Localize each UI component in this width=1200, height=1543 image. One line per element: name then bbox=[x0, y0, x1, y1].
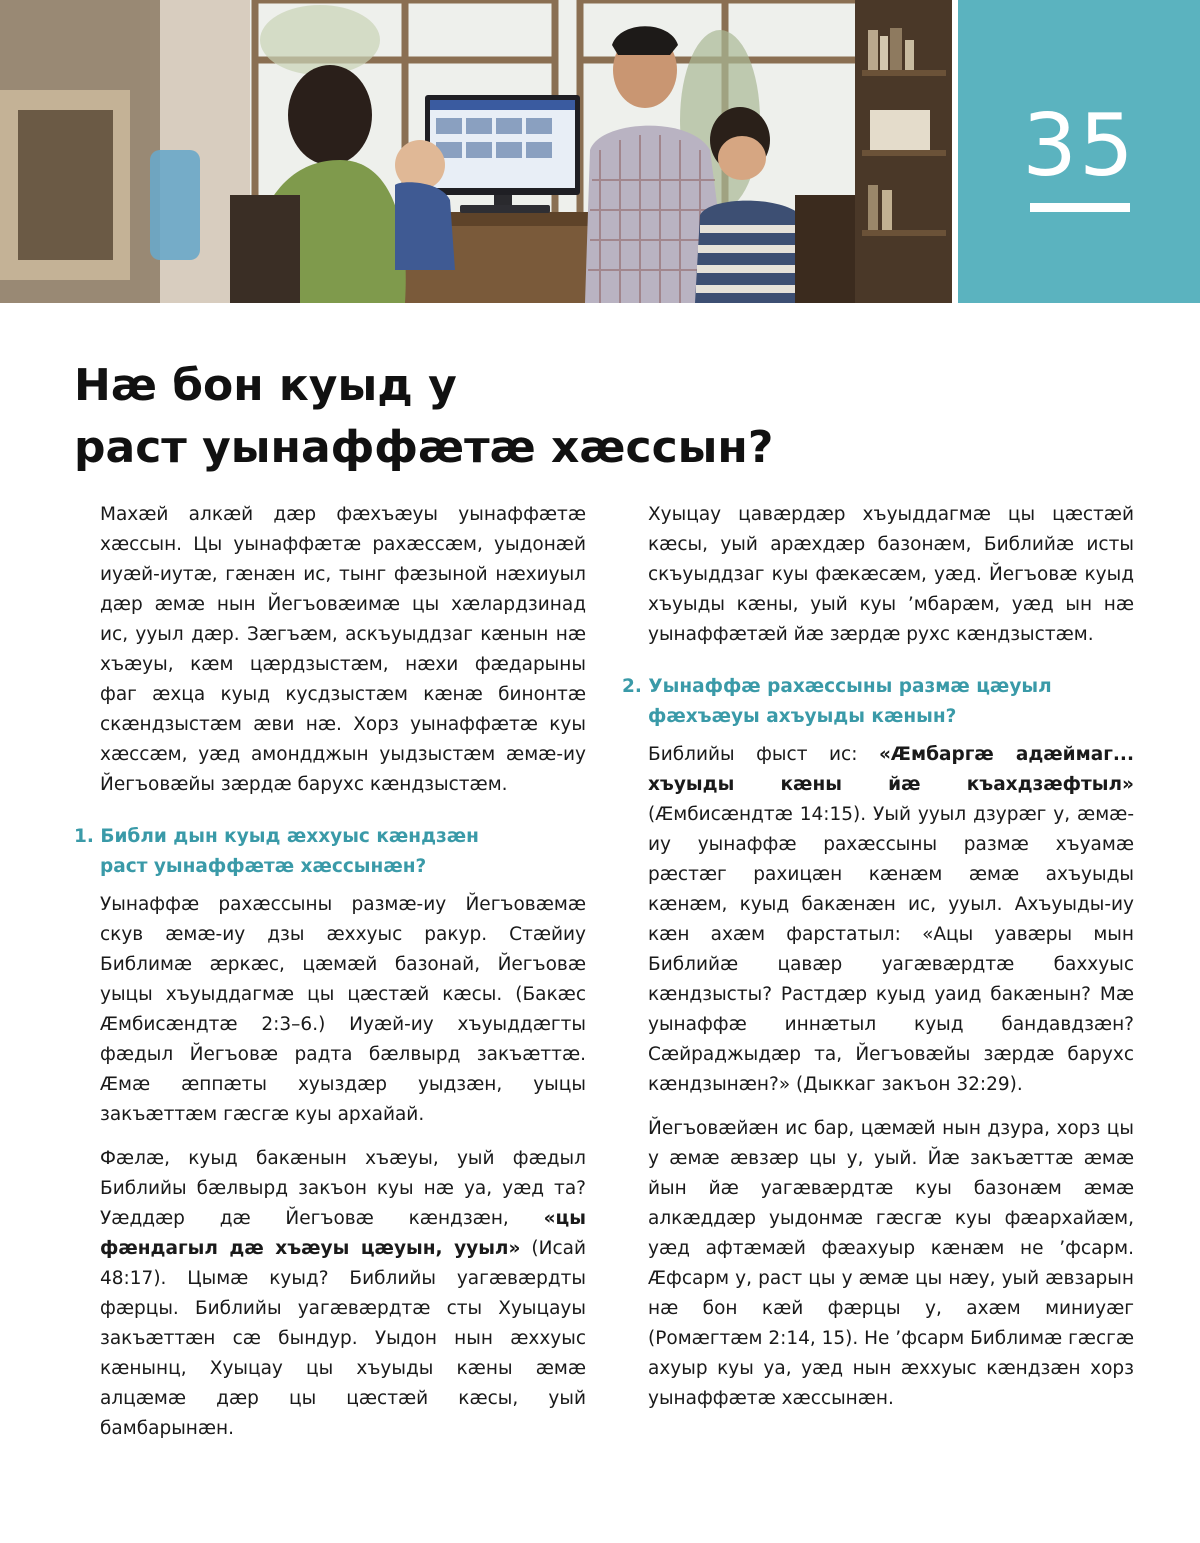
question-2-heading-line-1: 2. Уынаффæ рахæссыны размæ цæуыл bbox=[622, 676, 1052, 697]
question-1-paragraph-1: Уынаффæ рахæссыны размæ-иу Йегъовæмæ скув æмæ-иу дзы æххуыс ракур. Стæйиу Библимæ æркæс, цæмæй базонай, Йегъовæ уыцы хъуыддагмæ цы цæстæй кæсы. (Бакæс Æмбисæндтæ 2:3–6.) Иуæй-иу хъуыддæгты фæдыл Йегъовæ радта бæлвырд закъæттæ. Æмæ æппæты хуыздæр уыдзæн, уыцы закъæттæм гæсгæ куы архайай. bbox=[100, 894, 586, 1125]
q1-p2-text-after: (Исай 48:17). Цымæ куыд? Библийы уагæвæрдты фæрцы. Библийы уагæвæрдтæ сты Хуыцауы закъæттæн сæ бындур. Уыдон нын æххуыс кæнынц, Хуыцау цы хъуыды кæны æмæ алцæмæ дæр цы цæстæй кæсы, уый бамбарынæн. bbox=[100, 1238, 587, 1439]
intro-paragraph: Махæй алкæй дæр фæхъæуы уынаффæтæ хæссын. Цы уынаффæтæ рахæссæм, уыдонæй иуæй-иутæ, гæнæн ис, тынг фæзыной нæхиуыл дæр æмæ нын Йегъовæимæ цы хæлардзинад ис, ууыл дæр. Зæгъæм, аскъуыддзаг кæнын нæ хъæуы, кæм цæрдзыстæм, нæхи фæдарыны фаг æхца куыд кусдзыстæм кæнæ бинонтæ скæндзыстæм æви нæ. Хорз уынаффæтæ куы хæссæм, уæд амондджын уыдзыстæм æмæ-иу Йегъовæйы зæрдæ барухс кæндзыстæм. bbox=[100, 504, 586, 795]
question-2-heading-line-2: фæхъæуы ахъуыды кæнын? bbox=[648, 706, 957, 727]
lesson-number-underline bbox=[1030, 203, 1130, 212]
question-2-heading bbox=[622, 672, 1134, 732]
question-1-heading bbox=[74, 822, 586, 882]
header-photo bbox=[0, 0, 952, 303]
question-1-heading-line-1: 1. Библи дын куыд æххуыс кæндзæн bbox=[74, 826, 479, 847]
q2-p1-text-before: Библийы фыст ис: bbox=[648, 744, 879, 765]
question-2-paragraph-1 bbox=[648, 740, 1134, 1100]
lesson-number: 35 bbox=[1022, 96, 1136, 196]
question-1-paragraph-2 bbox=[100, 1144, 586, 1444]
q1-p2-text-before: Фæлæ, куыд бакæнын хъæуы, уый фæдыл Библийы бæлвырд закъон куы нæ уа, уæд та? Уæддæр дæ Йегъовæ кæндзæн, bbox=[100, 1148, 586, 1229]
title-line-1: Нæ бон куыд у bbox=[74, 360, 457, 411]
title-line-2: раст уынаффæтæ хæссын? bbox=[74, 422, 774, 473]
q2-p1-text-after: (Æмбисæндтæ 14:15). Уый ууыл дзурæг у, æмæ-иу уынаффæ рахæссыны размæ хъуамæ рæстæг рахицæн кæнæм æмæ ахъуыды кæнæм, куыд бакæнæн ис, ууыл. Ахъуыды-иу кæн ахæм фарстатыл: «Ацы уавæры мын Библийæ цавæр уагæвæрдтæ баххуыс кæндзысты? Растдæр куыд уаид бакæнын? Мæ уынаффæ иннæтыл куыд бандавдзæн? Сæйраджыдæр та, Йегъовæйы зæрдæ барухс кæндзынæн?» (Дыккаг закъон 32:29). bbox=[648, 804, 1134, 1095]
right-column-intro-paragraph: Хуыцау цавæрдæр хъуыддагмæ цы цæстæй кæсы, уый арæхдæр базонæм, Библийæ исты скъуыддзаг куы фæкæсæм, уæд. Йегъовæ куыд хъуыды кæны, уый куы ’мбарæм, уæд ын нæ уынаффæтæй йæ зæрдæ рухс кæндзыстæм. bbox=[648, 504, 1134, 645]
left-column bbox=[74, 500, 587, 1444]
question-1-heading-line-2: раст уынаффæтæ хæссынæн? bbox=[100, 856, 427, 877]
lesson-number-box bbox=[958, 0, 1200, 303]
question-2-paragraph-2: Йегъовæйæн ис бар, цæмæй нын дзура, хорз цы у æмæ æвзæр цы у, уый. Йæ закъæттæ æмæ йын йæ уагæвæрдтæ куы базонæм æмæ алкæддæр уыдонмæ гæсгæ куы фæархайæм, уæд афтæмæй фæахуыр кæнæм не ’фсарм. Æфсарм у, раст цы у æмæ цы нæу, уый æвзарын нæ бон кæй фæрцы у, ахæм миниуæг (Ромæгтæм 2:14, 15). Не ’фсарм Библимæ гæсгæ ахуыр куы уа, уæд нын æххуыс кæндзæн хорз уынаффæтæ хæссынæн. bbox=[648, 1118, 1135, 1409]
family-at-computer-illustration bbox=[0, 0, 952, 303]
right-column bbox=[622, 500, 1135, 1414]
page-title bbox=[74, 355, 934, 479]
scripture-quote-proverbs: «Æмбаргæ адæймаг... хъуыды кæны йæ къахдзæфтыл» bbox=[648, 744, 1134, 795]
scripture-quote-isaiah: «цы фæндагыл дæ хъæуы цæуын, ууыл» bbox=[100, 1208, 586, 1259]
